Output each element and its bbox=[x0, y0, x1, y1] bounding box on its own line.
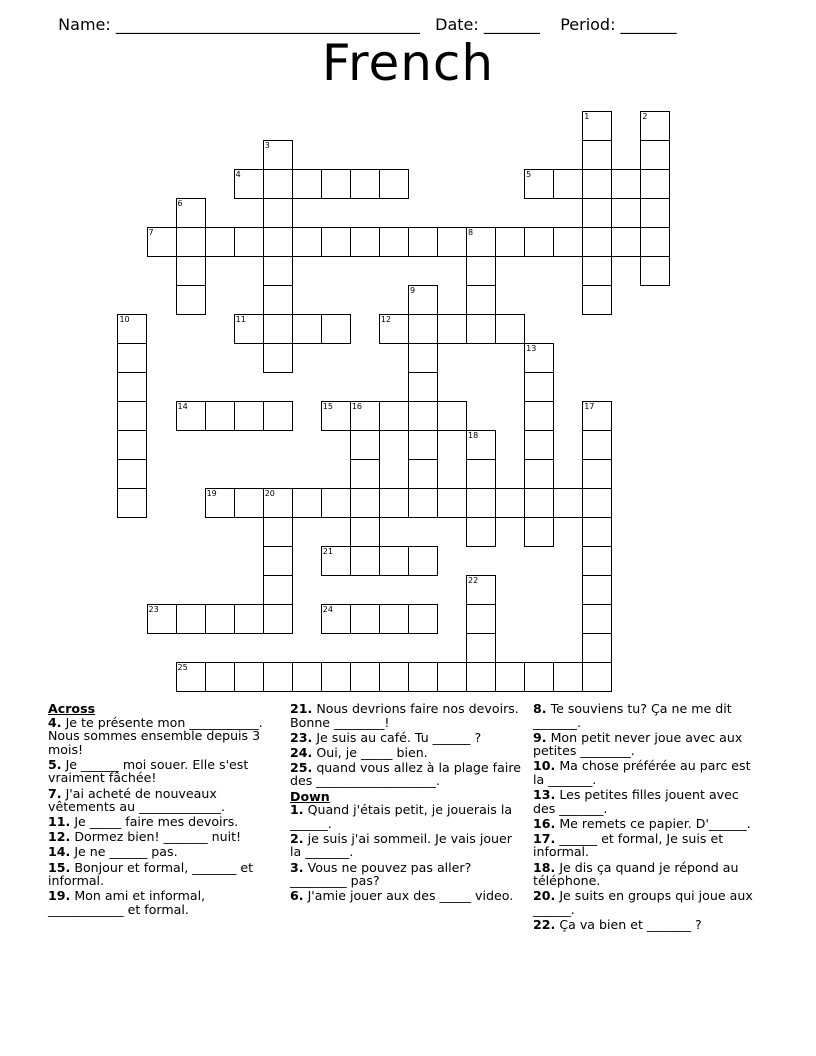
clue-number: 15 bbox=[322, 402, 333, 411]
clue-text: quand vous allez à la plage faire des ___________________. bbox=[290, 759, 521, 789]
clue-item bbox=[533, 889, 765, 916]
crossword-cell[interactable] bbox=[350, 662, 380, 692]
clue-text: Je ne ______ pas. bbox=[70, 844, 178, 860]
crossword-cell[interactable] bbox=[524, 227, 554, 257]
clue-number-label: 24. bbox=[290, 744, 313, 760]
crossword-cell[interactable] bbox=[582, 111, 612, 141]
crossword-cell[interactable] bbox=[292, 169, 322, 199]
crossword-cell[interactable] bbox=[176, 662, 206, 692]
crossword-cell[interactable] bbox=[582, 169, 612, 199]
crossword-cell[interactable] bbox=[234, 227, 264, 257]
clue-section-heading: Across bbox=[48, 701, 96, 716]
crossword-cell[interactable] bbox=[263, 575, 293, 605]
crossword-cell[interactable] bbox=[640, 227, 670, 257]
crossword-cell[interactable] bbox=[582, 575, 612, 605]
clues-column-2 bbox=[290, 702, 522, 904]
crossword-cell[interactable] bbox=[350, 227, 380, 257]
crossword-cell[interactable] bbox=[524, 459, 554, 489]
clue-text: Ça va bien et _______ ? bbox=[555, 916, 702, 932]
crossword-cell[interactable] bbox=[582, 430, 612, 460]
clue-number-label: 20. bbox=[533, 888, 556, 904]
clue-item bbox=[290, 746, 522, 760]
crossword-cell[interactable] bbox=[437, 401, 467, 431]
crossword-cell[interactable] bbox=[437, 314, 467, 344]
crossword-cell[interactable] bbox=[350, 604, 380, 634]
crossword-cell[interactable] bbox=[640, 169, 670, 199]
clue-number: 9 bbox=[409, 285, 416, 295]
crossword-cell[interactable] bbox=[176, 227, 206, 257]
crossword-cell[interactable] bbox=[582, 140, 612, 170]
crossword-cell[interactable] bbox=[350, 430, 380, 460]
clue-number: 13 bbox=[526, 343, 537, 353]
clue-item bbox=[533, 788, 765, 815]
clue-item bbox=[48, 830, 280, 844]
crossword-cell[interactable] bbox=[350, 488, 380, 518]
crossword-cell[interactable] bbox=[117, 459, 147, 489]
crossword-cell[interactable] bbox=[466, 575, 496, 605]
crossword-cell[interactable] bbox=[466, 459, 496, 489]
crossword-cell[interactable] bbox=[263, 343, 293, 373]
crossword-cell[interactable] bbox=[553, 488, 583, 518]
crossword-cell[interactable] bbox=[234, 314, 264, 344]
crossword-cell[interactable] bbox=[582, 662, 612, 692]
crossword-cell[interactable] bbox=[263, 256, 293, 286]
clue-item bbox=[48, 845, 280, 859]
clue-number-label: 11. bbox=[48, 814, 71, 830]
crossword-cell[interactable] bbox=[466, 517, 496, 547]
crossword-cell[interactable] bbox=[379, 227, 409, 257]
crossword-cell[interactable] bbox=[205, 604, 235, 634]
crossword-cell[interactable] bbox=[466, 604, 496, 634]
clue-text: Je _____ faire mes devoirs. bbox=[70, 814, 239, 830]
crossword-cell[interactable] bbox=[495, 314, 525, 344]
clue-number-label: 21. bbox=[290, 701, 313, 716]
crossword-cell[interactable] bbox=[582, 285, 612, 315]
clue-text: Me remets ce papier. D'______. bbox=[555, 815, 751, 831]
crossword-cell[interactable] bbox=[582, 227, 612, 257]
clue-number: 2 bbox=[642, 111, 648, 121]
clue-text: J'ai acheté de nouveaux vêtements au _____________. bbox=[48, 785, 225, 815]
clue-number: 19 bbox=[206, 489, 217, 499]
crossword-cell[interactable] bbox=[524, 372, 554, 402]
crossword-cell[interactable] bbox=[321, 488, 351, 518]
crossword-cell[interactable] bbox=[408, 314, 438, 344]
crossword-cell[interactable] bbox=[176, 604, 206, 634]
crossword-cell[interactable] bbox=[263, 227, 293, 257]
crossword-cell[interactable] bbox=[466, 430, 496, 460]
crossword-cell[interactable] bbox=[234, 604, 264, 634]
crossword-cell[interactable] bbox=[524, 662, 554, 692]
clues-column-1 bbox=[48, 702, 280, 918]
clue-text: Je suis au café. Tu ______ ? bbox=[312, 729, 482, 745]
crossword-cell[interactable] bbox=[263, 314, 293, 344]
crossword-cell[interactable] bbox=[466, 633, 496, 663]
crossword-cell[interactable] bbox=[321, 401, 351, 431]
clue-number: 24 bbox=[322, 605, 333, 615]
crossword-cell[interactable] bbox=[176, 256, 206, 286]
crossword-cell[interactable] bbox=[350, 401, 380, 431]
crossword-cell[interactable] bbox=[640, 111, 670, 141]
clue-item bbox=[48, 861, 280, 888]
clue-item bbox=[290, 803, 522, 830]
clue-number-label: 16. bbox=[533, 815, 556, 831]
crossword-cell[interactable] bbox=[147, 604, 177, 634]
clue-number-label: 10. bbox=[533, 758, 556, 774]
crossword-cell[interactable] bbox=[408, 343, 438, 373]
crossword-cell[interactable] bbox=[408, 285, 438, 315]
crossword-cell[interactable] bbox=[640, 198, 670, 228]
crossword-cell[interactable] bbox=[234, 662, 264, 692]
crossword-cell[interactable] bbox=[350, 517, 380, 547]
clue-number: 10 bbox=[119, 314, 130, 324]
crossword-cell[interactable] bbox=[176, 198, 206, 228]
clue-number-label: 4. bbox=[48, 714, 62, 730]
crossword-cell[interactable] bbox=[117, 314, 147, 344]
crossword-cell[interactable] bbox=[524, 517, 554, 547]
crossword-cell[interactable] bbox=[263, 401, 293, 431]
clue-number-label: 6. bbox=[290, 888, 304, 904]
clue-item bbox=[290, 889, 522, 903]
clue-number-label: 15. bbox=[48, 859, 71, 875]
crossword-cell[interactable] bbox=[350, 169, 380, 199]
crossword-cell[interactable] bbox=[611, 169, 641, 199]
crossword-cell[interactable] bbox=[379, 546, 409, 576]
crossword-cell[interactable] bbox=[234, 401, 264, 431]
crossword-cell[interactable] bbox=[495, 488, 525, 518]
clue-text: Je suits en groups qui joue aux ______. bbox=[533, 888, 753, 917]
crossword-cell[interactable] bbox=[263, 198, 293, 228]
crossword-cell[interactable] bbox=[321, 314, 351, 344]
clue-text: Nous devrions faire nos devoirs. Bonne ________! bbox=[290, 701, 519, 730]
crossword-cell[interactable] bbox=[263, 517, 293, 547]
crossword-cell[interactable] bbox=[117, 401, 147, 431]
crossword-cell[interactable] bbox=[292, 488, 322, 518]
clue-text: Je te présente mon ___________. Nous sommes ensemble depuis 3 mois! bbox=[48, 714, 263, 757]
clue-item bbox=[533, 817, 765, 831]
clue-number: 22 bbox=[468, 576, 479, 586]
crossword-cell[interactable] bbox=[321, 662, 351, 692]
clue-text: Les petites filles jouent avec des _______. bbox=[533, 787, 739, 816]
crossword-cell[interactable] bbox=[408, 227, 438, 257]
clue-number-label: 17. bbox=[533, 830, 556, 846]
clue-text: Je dis ça quand je répond au téléphone. bbox=[533, 859, 739, 889]
clue-item bbox=[48, 889, 280, 916]
crossword-cell[interactable] bbox=[147, 227, 177, 257]
crossword-cell[interactable] bbox=[495, 662, 525, 692]
crossword-cell[interactable] bbox=[205, 227, 235, 257]
clue-number-label: 8. bbox=[533, 701, 547, 716]
name-field[interactable]: Name: ______________________________________ bbox=[58, 15, 420, 34]
crossword-cell[interactable] bbox=[321, 546, 351, 576]
clue-number: 11 bbox=[235, 314, 246, 324]
crossword-cell[interactable] bbox=[205, 662, 235, 692]
clue-number-label: 23. bbox=[290, 729, 313, 745]
crossword-cell[interactable] bbox=[553, 227, 583, 257]
clue-number-label: 18. bbox=[533, 859, 556, 875]
crossword-cell[interactable] bbox=[582, 401, 612, 431]
crossword-cell[interactable] bbox=[292, 314, 322, 344]
crossword-cell[interactable] bbox=[437, 662, 467, 692]
crossword-cell[interactable] bbox=[408, 459, 438, 489]
crossword-cell[interactable] bbox=[117, 430, 147, 460]
crossword-cell[interactable] bbox=[640, 256, 670, 286]
crossword-cell[interactable] bbox=[582, 633, 612, 663]
crossword-cell[interactable] bbox=[524, 343, 554, 373]
clue-text: Bonjour et formal, _______ et informal. bbox=[48, 859, 254, 889]
crossword-cell[interactable] bbox=[466, 314, 496, 344]
clue-number-label: 7. bbox=[48, 785, 62, 801]
crossword-cell[interactable] bbox=[495, 227, 525, 257]
crossword-cell[interactable] bbox=[553, 169, 583, 199]
crossword-cell[interactable] bbox=[582, 256, 612, 286]
crossword-cell[interactable] bbox=[582, 517, 612, 547]
crossword-cell[interactable] bbox=[437, 488, 467, 518]
crossword-cell[interactable] bbox=[117, 372, 147, 402]
crossword-cell[interactable] bbox=[234, 169, 264, 199]
clue-number: 20 bbox=[264, 489, 275, 499]
date-field[interactable]: Date: _______ bbox=[435, 15, 540, 34]
clue-number-label: 19. bbox=[48, 888, 71, 904]
crossword-cell[interactable] bbox=[582, 459, 612, 489]
clue-number: 6 bbox=[177, 198, 183, 208]
crossword-cell[interactable] bbox=[611, 227, 641, 257]
period-field[interactable]: Period: _______ bbox=[560, 15, 677, 34]
clue-text: Vous ne pouvez pas aller? _________ pas? bbox=[290, 859, 472, 889]
clue-number-label: 14. bbox=[48, 844, 71, 860]
crossword-cell[interactable] bbox=[408, 401, 438, 431]
crossword-cell[interactable] bbox=[205, 488, 235, 518]
clue-item bbox=[290, 731, 522, 745]
crossword-cell[interactable] bbox=[524, 401, 554, 431]
crossword-cell[interactable] bbox=[466, 227, 496, 257]
clue-number: 21 bbox=[322, 547, 333, 557]
crossword-cell[interactable] bbox=[640, 140, 670, 170]
clue-item bbox=[533, 861, 765, 888]
crossword-cell[interactable] bbox=[176, 401, 206, 431]
crossword-cell[interactable] bbox=[234, 488, 264, 518]
clue-number-label: 9. bbox=[533, 729, 547, 745]
crossword-cell[interactable] bbox=[117, 343, 147, 373]
clue-number: 3 bbox=[264, 140, 270, 150]
crossword-cell[interactable] bbox=[524, 488, 554, 518]
clue-text: Te souviens tu? Ça ne me dit _______. bbox=[533, 701, 732, 730]
crossword-cell[interactable] bbox=[408, 488, 438, 518]
clue-item bbox=[290, 702, 522, 729]
clue-item bbox=[533, 759, 765, 786]
clue-number-label: 25. bbox=[290, 759, 313, 775]
clues-column-3 bbox=[533, 702, 765, 933]
clue-item bbox=[290, 861, 522, 888]
crossword-cell[interactable] bbox=[321, 604, 351, 634]
crossword-cell[interactable] bbox=[379, 604, 409, 634]
clue-number-label: 13. bbox=[533, 787, 556, 803]
clue-section-heading: Down bbox=[290, 788, 330, 804]
clue-text: J'amie jouer aux des _____ video. bbox=[303, 888, 514, 904]
clue-text: Mon petit never joue avec aux petites ________. bbox=[533, 729, 743, 759]
clue-item bbox=[533, 832, 765, 859]
crossword-cell[interactable] bbox=[379, 314, 409, 344]
clue-text: Je ______ moi souer. Elle s'est vraiment fâchée! bbox=[48, 756, 249, 786]
crossword-cell[interactable] bbox=[292, 662, 322, 692]
crossword-cell[interactable] bbox=[263, 546, 293, 576]
crossword-cell[interactable] bbox=[263, 488, 293, 518]
clue-number: 7 bbox=[148, 227, 154, 237]
clue-number: 25 bbox=[177, 663, 188, 673]
crossword-cell[interactable] bbox=[524, 169, 554, 199]
crossword-cell[interactable] bbox=[205, 401, 235, 431]
clue-item bbox=[48, 787, 280, 814]
clue-number: 18 bbox=[468, 431, 479, 441]
clue-item bbox=[290, 832, 522, 859]
clue-number-label: 3. bbox=[290, 859, 304, 875]
crossword-cell[interactable] bbox=[408, 430, 438, 460]
clue-number-label: 2. bbox=[290, 830, 304, 846]
clue-number-label: 12. bbox=[48, 829, 71, 845]
crossword-cell[interactable] bbox=[466, 488, 496, 518]
crossword-cell[interactable] bbox=[321, 227, 351, 257]
crossword-cell[interactable] bbox=[350, 546, 380, 576]
crossword-cell[interactable] bbox=[408, 662, 438, 692]
clue-item bbox=[533, 918, 765, 932]
crossword-cell[interactable] bbox=[582, 604, 612, 634]
crossword-cell[interactable] bbox=[263, 169, 293, 199]
clue-item bbox=[48, 815, 280, 829]
clue-item bbox=[48, 758, 280, 785]
clue-text: Ma chose préférée au parc est la _______. bbox=[533, 758, 751, 787]
clue-text: Mon ami et informal, ____________ et formal. bbox=[48, 888, 206, 917]
crossword-cell[interactable] bbox=[379, 401, 409, 431]
clue-number: 1 bbox=[584, 111, 590, 121]
clue-number-label: 5. bbox=[48, 756, 62, 772]
crossword-cell[interactable] bbox=[466, 256, 496, 286]
crossword-cell[interactable] bbox=[176, 285, 206, 315]
clue-number: 17 bbox=[584, 402, 595, 411]
clue-number-label: 1. bbox=[290, 802, 304, 818]
crossword-cell[interactable] bbox=[553, 662, 583, 692]
clue-number: 5 bbox=[526, 169, 532, 179]
crossword-cell[interactable] bbox=[263, 285, 293, 315]
page-title: French bbox=[321, 34, 495, 92]
crossword-cell[interactable] bbox=[408, 546, 438, 576]
clue-text: Oui, je _____ bien. bbox=[312, 744, 428, 760]
crossword-cell[interactable] bbox=[466, 662, 496, 692]
clue-text: Dormez bien! _______ nuit! bbox=[70, 829, 242, 845]
clue-text: ______ et formal, Je suis et informal. bbox=[533, 830, 724, 860]
clue-number: 14 bbox=[177, 402, 188, 411]
crossword-cell[interactable] bbox=[408, 372, 438, 402]
clue-number: 8 bbox=[468, 227, 474, 237]
crossword-cell[interactable] bbox=[117, 488, 147, 518]
crossword-cell[interactable] bbox=[582, 198, 612, 228]
clue-number: 23 bbox=[148, 605, 159, 615]
clue-number: 4 bbox=[235, 169, 241, 179]
crossword-cell[interactable] bbox=[582, 488, 612, 518]
crossword-cell[interactable] bbox=[379, 662, 409, 692]
clue-number: 16 bbox=[351, 402, 363, 411]
clue-number: 12 bbox=[380, 314, 392, 324]
crossword-cell[interactable] bbox=[379, 169, 409, 199]
crossword-cell[interactable] bbox=[379, 488, 409, 518]
crossword-cell[interactable] bbox=[582, 546, 612, 576]
crossword-cell[interactable] bbox=[321, 169, 351, 199]
clue-text: Quand j'étais petit, je jouerais la ______. bbox=[290, 802, 513, 831]
clue-text: je suis j'ai sommeil. Je vais jouer la _______. bbox=[290, 830, 512, 860]
crossword-cell[interactable] bbox=[408, 604, 438, 634]
clue-item bbox=[533, 702, 765, 729]
crossword-cell[interactable] bbox=[466, 285, 496, 315]
clue-item bbox=[48, 716, 280, 757]
crossword-cell[interactable] bbox=[350, 459, 380, 489]
clue-item bbox=[533, 731, 765, 758]
crossword-cell[interactable] bbox=[292, 227, 322, 257]
crossword-cell[interactable] bbox=[263, 140, 293, 170]
crossword-cell[interactable] bbox=[437, 227, 467, 257]
crossword-cell[interactable] bbox=[263, 604, 293, 634]
clue-item bbox=[290, 761, 522, 788]
clue-number-label: 22. bbox=[533, 916, 556, 932]
crossword-cell[interactable] bbox=[263, 662, 293, 692]
crossword-cell[interactable] bbox=[524, 430, 554, 460]
